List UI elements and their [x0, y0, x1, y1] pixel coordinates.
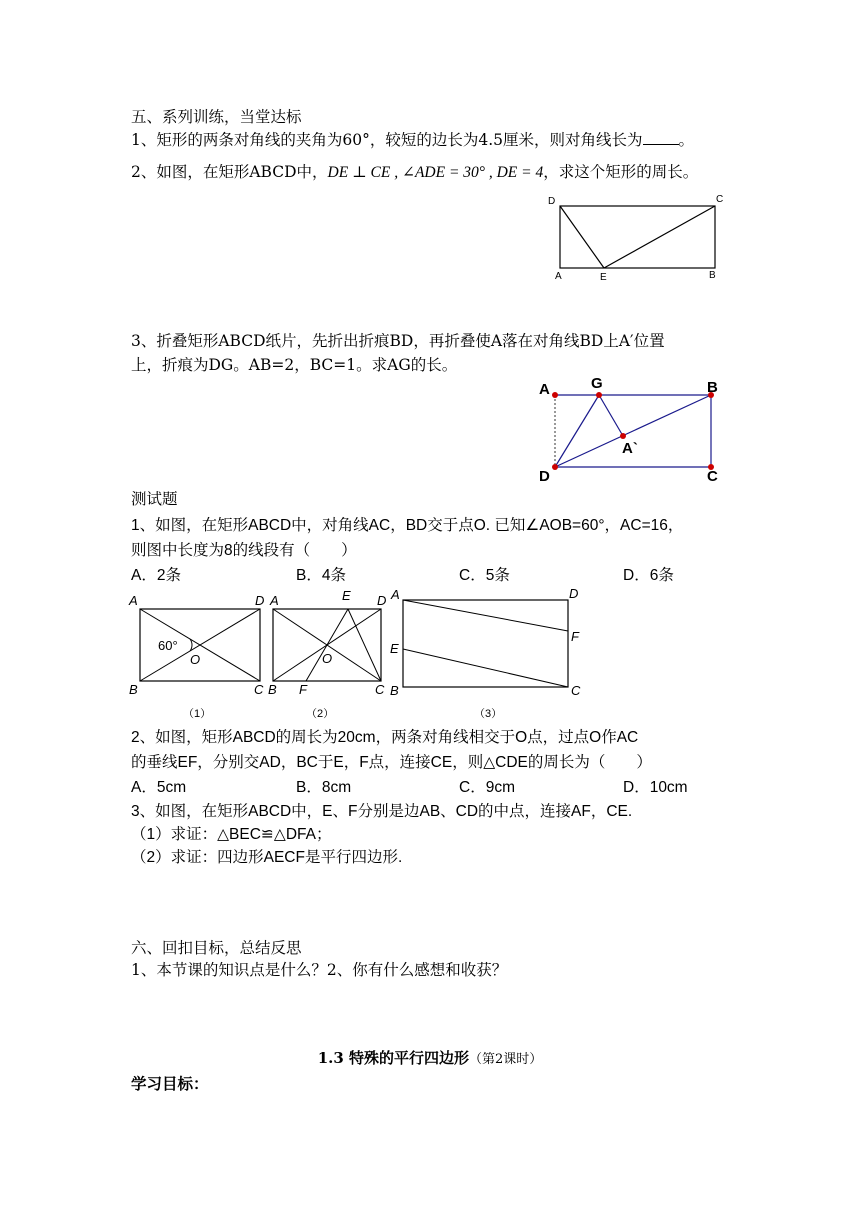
label-a: A [555, 271, 562, 282]
fig1-caption: （1） [183, 708, 212, 720]
test-figures [125, 586, 605, 721]
test-heading: 测试题 [131, 490, 178, 508]
test-q2-option-c: C．9cm [459, 779, 515, 796]
question-1-end: 。 [678, 131, 695, 149]
question-2-suffix: ，求这个矩形的周长。 [543, 163, 699, 181]
fig1-label-a: A [129, 593, 138, 608]
fig1-label-d: D [255, 593, 265, 608]
test-q1-option-b: B．4条 [296, 567, 346, 584]
segment-de [560, 206, 604, 268]
question-1-text: 1、矩形的两条对角线的夹角为60°，较短的边长为4.5厘米，则对角线长为 [131, 131, 643, 149]
fig2-caption: （2） [306, 708, 335, 720]
fig2-label-f: F [299, 682, 307, 697]
label-b: B [709, 270, 716, 281]
test-q3-line3: （2）求证：四边形AECF是平行四边形. [131, 849, 403, 866]
fig3-label-d: D [569, 586, 579, 601]
objectives-label: 学习目标： [131, 1074, 209, 1093]
lesson-title-main: 1.3 特殊的平行四边形 [317, 1049, 470, 1067]
segment-ga1 [599, 395, 623, 436]
point-a [552, 392, 558, 398]
fig2-label-o: O [322, 651, 333, 666]
label-g: G [591, 375, 603, 392]
fig3-label-e: E [390, 641, 399, 656]
fig2-segment-ef [306, 609, 348, 681]
fig1-angle-label: 60° [158, 638, 178, 653]
test-q1-option-d: D．6条 [623, 567, 674, 584]
test-q1-option-c: C．5条 [459, 567, 510, 584]
fig2-label-e: E [342, 588, 351, 603]
fig1-angle-arc [190, 639, 192, 651]
fig3-caption: （3） [474, 708, 503, 720]
test-q1-option-a: A．2条 [131, 567, 181, 584]
question-2 [131, 162, 698, 183]
rectangle-figure-q2 [540, 190, 730, 282]
fig2-label-a: A [270, 593, 279, 608]
test-q2-option-a: A．5cm [131, 779, 187, 796]
fig3-label-f: F [571, 629, 579, 644]
fig3-label-a: A [391, 587, 400, 602]
label-d: D [539, 468, 550, 485]
figure-2 [268, 588, 386, 720]
segment-ce [604, 206, 715, 268]
label-a: A [539, 381, 550, 398]
test-q1-line2: 则图中长度为8的线段有（ ） [131, 542, 357, 559]
fig3-label-c: C [571, 683, 581, 698]
test-q2-line1: 2、如图，矩形ABCD的周长为20cm，两条对角线相交于O点，过点O作AC [131, 729, 639, 746]
point-a1 [620, 433, 626, 439]
fig2-label-c: C [375, 682, 385, 697]
test-q2-line2: 的垂线EF，分别交AD，BC于E，F点，连接CE，则△CDE的周长为（ ） [131, 754, 652, 771]
test-q3-line2: （1）求证：△BEC≌△DFA； [131, 826, 332, 843]
label-a1: A` [622, 440, 638, 457]
fig3-label-b: B [390, 683, 399, 698]
answer-blank [643, 130, 679, 145]
figure-1 [128, 593, 264, 720]
lesson-title-sub: （第2课时） [469, 1052, 543, 1067]
section6-heading: 六、回扣目标，总结反思 [131, 939, 302, 957]
label-d: D [548, 196, 556, 207]
test-q2-option-b: B．8cm [296, 779, 352, 796]
label-e: E [600, 272, 607, 282]
label-b: B [707, 379, 718, 396]
figure-3 [390, 586, 581, 720]
fig2-label-b: B [268, 682, 277, 697]
fig1-label-o: O [190, 652, 201, 667]
question-3-line2: 上，折痕为DG。AB=2，BC=1。求AG的长。 [131, 356, 458, 374]
question-2-math: DE ⊥ CE , ∠ADE = 30° , DE = 4 [327, 164, 544, 181]
fig3-rectangle [403, 600, 568, 687]
label-c: C [716, 194, 724, 205]
question-1 [131, 130, 694, 150]
fig3-segment-ec [403, 649, 568, 687]
test-q2-option-d: D．10cm [623, 779, 688, 796]
fig3-segment-af [403, 600, 568, 631]
test-q3-line1: 3、如图，在矩形ABCD中，E、F分别是边AB、CD的中点，连接AF，CE. [131, 803, 633, 820]
fig1-label-b: B [129, 682, 138, 697]
fig1-label-c: C [254, 682, 264, 697]
question-2-prefix: 2、如图，在矩形ABCD中， [131, 163, 328, 181]
rectangle-abcd [560, 206, 715, 268]
point-d [552, 464, 558, 470]
lesson-title [0, 1047, 860, 1068]
folding-figure-q3 [535, 375, 735, 485]
test-q1-line1: 1、如图，在矩形ABCD中，对角线AC，BD交于点O. 已知∠AOB=60°，AC=16， [131, 517, 684, 534]
point-g [596, 392, 602, 398]
label-c: C [707, 468, 718, 485]
section6-line1: 1、本节课的知识点是什么？2、你有什么感想和收获？ [131, 961, 508, 979]
fig2-label-d: D [377, 593, 387, 608]
section5-heading: 五、系列训练，当堂达标 [131, 108, 302, 126]
question-3-line1: 3、折叠矩形ABCD纸片，先折出折痕BD，再折叠使A落在对角线BD上A′位置 [131, 332, 665, 350]
